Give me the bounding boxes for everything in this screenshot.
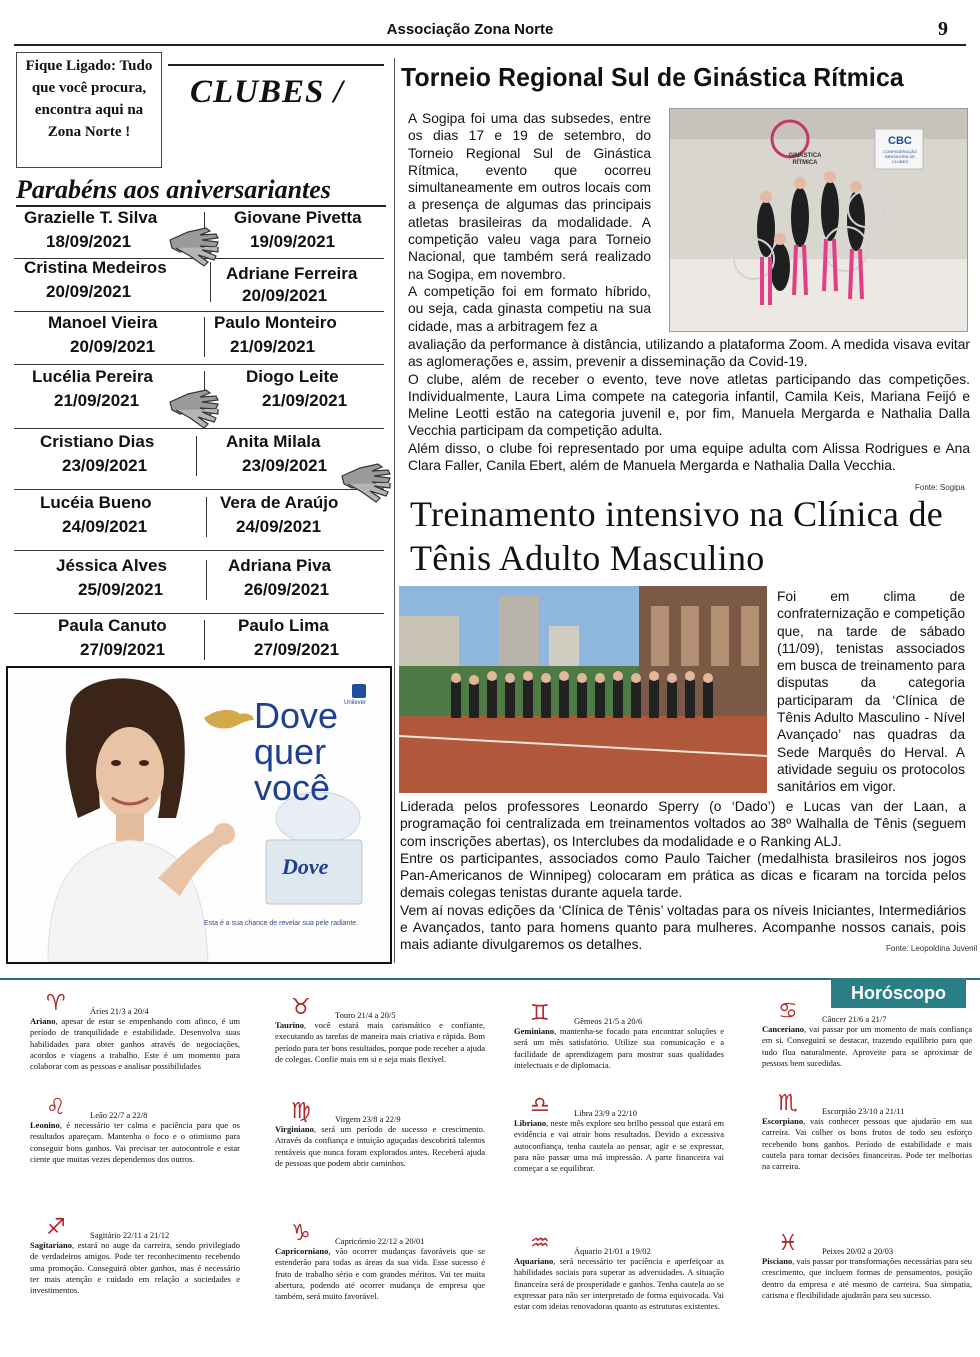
horoscope-sign-dates: Touro 21/4 a 20/5 bbox=[335, 1010, 396, 1020]
birthday-name: Adriane Ferreira bbox=[226, 264, 358, 283]
horoscope-sign-name: Capricorniano bbox=[275, 1246, 329, 1256]
horoscope-sign-name: Ariano bbox=[30, 1016, 56, 1026]
horoscope-prediction: , será um período de sucesso e crescimento. Através da confiança e intuição aguçadas descobrirá talentos rentáveis que nunca foram explorados antes. Receberá ajuda de pessoas que podem abrir caminhos. bbox=[275, 1124, 485, 1168]
birthday-date: 20/09/2021 bbox=[46, 282, 132, 301]
ad-headline-line1: Dove bbox=[254, 695, 339, 736]
birthday-date: 21/09/2021 bbox=[262, 391, 348, 410]
horoscope-text bbox=[275, 1246, 485, 1302]
horoscope-text bbox=[762, 1116, 972, 1172]
aries-icon: ♈ bbox=[46, 991, 66, 1016]
column-divider bbox=[394, 58, 395, 963]
horoscope-prediction: , mantenha-se focado para encontrar soluções e será um mês satisfatório. Utilize sua comunicação e a facilidade de aprendizagem para mostrar suas qualidades intelectuais e de diplomacia. bbox=[514, 1026, 724, 1070]
birthday-name: Grazielle T. Silva bbox=[24, 208, 158, 227]
horoscope-prediction: , neste mês explore seu brilho pessoal que estará em evidência e vai atrair bons resultados. Devido a excessiva autoconfiança, tenha cautela ao pensar, agir e se expressar, para não passar uma má impressão. A parte financeira vai começar a se equilibrar. bbox=[514, 1118, 724, 1174]
horoscope-tag: Horóscopo bbox=[831, 978, 966, 1008]
tennis-photo bbox=[399, 586, 767, 793]
horoscope-sign-dates: Peixes 20/02 a 20/03 bbox=[822, 1246, 894, 1256]
capricorn-icon: ♑ bbox=[291, 1221, 311, 1246]
horoscope-text bbox=[275, 1020, 485, 1065]
article1-body-wide bbox=[408, 336, 970, 474]
tennis-group-image bbox=[399, 586, 767, 793]
horoscope-prediction: , você estará mais carismático e confiante, executando as tarefas de maneira mais criativa e rápida. Bom período para ter bons resultados, porque pode receber a ajuda de colegas. Confie mais em si e seja mais flexível. bbox=[275, 1020, 485, 1064]
birthday-row-divider bbox=[14, 489, 384, 490]
horoscope-text bbox=[514, 1026, 724, 1071]
birthday-column-divider bbox=[196, 436, 197, 476]
horoscope-prediction: , será necessário ter paciência e aperfeiçoar as habilidades sociais para superar as adversidades. A situação financeira será de prosperidade e ganhos. Tenha cautela ao se expressar para não ser interpretado de forma equivocada. Vai estar com ideias renovadoras quanto as estruturas existentes. bbox=[514, 1256, 724, 1312]
horoscope-sign-name: Libriano bbox=[514, 1118, 547, 1128]
horoscope-text bbox=[762, 1024, 972, 1069]
dove-advertisement bbox=[6, 666, 392, 964]
birthdays-heading: Parabéns aos aniversariantes bbox=[16, 175, 386, 207]
horoscope-sign-dates: Libra 23/9 a 22/10 bbox=[574, 1108, 638, 1118]
horoscope-text bbox=[514, 1256, 724, 1312]
birthday-name: Cristina Medeiros bbox=[24, 258, 167, 277]
leo-icon: ♌ bbox=[46, 1095, 66, 1120]
horoscope-prediction: , vão ocorrer mudanças favoráveis que se estenderão para todas as áreas da sua vida. Esse sucesso é fruto de trabalho sério e com grandes méritos. Vai ter muita abertura, podendo até ocorrer mudança de empresa que também, será muito favorável. bbox=[275, 1246, 485, 1302]
birthday-name: Giovane Pivetta bbox=[234, 208, 362, 227]
article2-paragraph: Vem aí novas edições da ‘Clínica de Tênis’ voltadas para os níveis Iniciantes, Intermediários e Avançados, tanto para homens quanto para mulheres. Acompanhe nossos canais, pois mais adiante divulgaremos os detalhes. bbox=[400, 902, 966, 953]
page-number: 9 bbox=[938, 18, 948, 40]
article1-paragraph: O clube, além de receber o evento, teve nove atletas participando das competições. Individualmente, Laura Lima compete na categoria infantil, Camila Keis, Mariana Feijó e Meline Leotti estão na categoria juvenil e, por fim, Manuela Mergarda e Nathalia Dalla Vecchia participam da competição adulta. bbox=[408, 371, 970, 439]
birthday-date: 20/09/2021 bbox=[70, 337, 156, 356]
cbc-logo-subtitle: CONFEDERAÇÃO BRASILEIRA DE CLUBES bbox=[883, 149, 917, 164]
horoscope-prediction: , é necessário ter calma e paciência para que os resultados apareçam. Mantenha o foco e o otimismo para conseguir bons ganhos. Vai precisar ter autocontrole e estar ciente que muitas vezes dependemos dos outros. bbox=[30, 1120, 240, 1164]
horoscope-sign-name: Aquariano bbox=[514, 1256, 554, 1266]
birthday-name: Lucéia Bueno bbox=[40, 493, 152, 512]
article1-body-narrow bbox=[408, 110, 651, 335]
section-title-clubes: CLUBES / bbox=[190, 74, 344, 110]
birthday-date: 18/09/2021 bbox=[46, 232, 132, 251]
newspaper-header-title: Associação Zona Norte bbox=[386, 21, 554, 38]
horoscope-prediction: , vai passar por um momento de mais confiança em si. Conseguirá se destacar, trazendo equilíbrio para que tudo flua naturalmente. Aproveite para se aproximar de pessoas bem sucedidas. bbox=[762, 1024, 972, 1068]
article2-body-narrow: Foi em clima de confraternização e competição que, na tarde de sábado (11/09), tenistas associados em busca de treinamento para disputas da categoria participaram da ‘Clínica de Tênis Adulto Masculino - Nível Avançado’ nas quadras da Sede Marquês do Herval. A atividade seguiu os protocolos sanitários em vigor. bbox=[777, 589, 965, 795]
cancer-icon: ♋ bbox=[778, 999, 798, 1024]
article1-paragraph: avaliação da performance à distância, utilizando a plataforma Zoom. A medida visava evitar as aglomerações e, assim, prevenir a disseminação da Covid-19. bbox=[408, 337, 970, 370]
birthday-column-divider bbox=[204, 620, 205, 660]
birthday-name: Diogo Leite bbox=[246, 367, 339, 386]
birthday-column-divider bbox=[204, 317, 205, 357]
birthday-date: 23/09/2021 bbox=[62, 456, 148, 475]
birthday-row-divider bbox=[14, 311, 384, 312]
birthday-name: Manoel Vieira bbox=[48, 313, 158, 332]
gymnastics-photo bbox=[669, 108, 968, 332]
sagittarius-icon: ♐ bbox=[46, 1215, 66, 1240]
clapping-hands-icon bbox=[166, 384, 224, 430]
birthday-name: Lucélia Pereira bbox=[32, 367, 153, 386]
header-divider bbox=[14, 44, 966, 46]
horoscope-sign-dates: Leão 22/7 a 22/8 bbox=[90, 1110, 148, 1120]
horoscope-sign-name: Canceriano bbox=[762, 1024, 805, 1034]
birthday-date: 27/09/2021 bbox=[254, 640, 340, 659]
birthday-name: Anita Milala bbox=[226, 432, 321, 451]
article2-paragraph: Entre os participantes, associados como Paulo Taicher (medalhista brasileiros nos jogos Pan-Americanos de Winnipeg) colocaram em prática as dicas e ficaram na torcida pelos demais colegas tenistas durante aquela tarde. bbox=[400, 850, 966, 901]
aquarius-icon: ♒ bbox=[530, 1231, 550, 1256]
taurus-icon: ♉ bbox=[291, 995, 311, 1020]
article2-paragraph: Liderada pelos professores Leonardo Sperry (o ‘Dado’) e Lucas van der Laan, a programação foi centralizada em treinamentos voltados ao 38º Walhalla de Tênis (seguem com inscrições abertas), os Interclubes da modalidade e o Ranking ALJ. bbox=[400, 799, 966, 849]
horoscope-prediction: , apesar de estar se empenhando com afinco, é um período de tranquilidade e estabilidade. Desenvolva suas habilidades para obter ganhos através de negociações, acordos e viagens a trabalho. Este é um momento para colaborar com as pessoas e analisar possibilidades bbox=[30, 1016, 240, 1072]
article2-title: Treinamento intensivo na Clínica de Tênis Adulto Masculino bbox=[410, 494, 944, 578]
article1-title: Torneio Regional Sul de Ginástica Rítmica bbox=[401, 62, 904, 92]
horoscope-text bbox=[30, 1240, 240, 1296]
fique-ligado-box: Fique Ligado: Tudo que você procura, encontra aqui na Zona Norte ! bbox=[16, 52, 162, 168]
birthday-date: 27/09/2021 bbox=[80, 640, 166, 659]
birthday-date: 20/09/2021 bbox=[242, 286, 328, 305]
ad-caption: Esta é a sua chance de revelar sua pele radiante. bbox=[204, 920, 359, 927]
birthday-date: 24/09/2021 bbox=[236, 517, 322, 536]
horoscope-text bbox=[30, 1120, 240, 1165]
photo-sign-text: GINÁSTICA RÍTMICA bbox=[788, 153, 822, 166]
birthday-name: Vera de Araújo bbox=[220, 493, 339, 512]
article1-paragraph: A Sogipa foi uma das subsedes, entre os dias 17 e 19 de setembro, do Torneio Regional Sul de Ginástica Rítmica, evento que ocorreu simultaneamente em outros locais com a presença de algumas das principais atletas brasileiras da modalidade. A competição valeu vaga para Torneio Nacional, que também será realizado na Sogipa, em novembro. bbox=[408, 111, 651, 282]
horoscope-sign-name: Escorpiano bbox=[762, 1116, 804, 1126]
birthday-row-divider bbox=[14, 550, 384, 551]
ad-maker-logo: Unilever bbox=[344, 700, 367, 706]
article2-body-wide bbox=[400, 798, 966, 954]
horoscope-sign-name: Sagitariano bbox=[30, 1240, 73, 1250]
birthday-name: Paulo Lima bbox=[238, 616, 329, 635]
horoscope-sign-name: Taurino bbox=[275, 1020, 304, 1030]
cbc-logo: CBC bbox=[888, 135, 912, 147]
horoscope-sign-dates: Câncer 21/6 a 21/7 bbox=[822, 1014, 887, 1024]
article1-paragraph: Além disso, o clube foi representado por uma equipe adulta com Alissa Rodrigues e Ana Clara Faller, Canila Ebert, além de Manuela Mergarda e Nathalia Dalla Vecchia. bbox=[408, 440, 970, 474]
horoscope-prediction: , vais conhecer pessoas que ajudarão em sua carreira. Vai colher os bons frutos de todo seu esforço recebendo bons ganhos. Período de estabilidade e mais cautela para tomar decisões financeiras. Pode ter melhorias na carreira. bbox=[762, 1116, 972, 1172]
horoscope-sign-name: Virginiano bbox=[275, 1124, 314, 1134]
birthday-column-divider bbox=[206, 497, 207, 537]
birthday-column-divider bbox=[206, 560, 207, 600]
horoscope-sign-name: Geminiano bbox=[514, 1026, 555, 1036]
article2-source: Fonte: Leopoldina Juvenil bbox=[886, 944, 978, 953]
horoscope-text bbox=[30, 1016, 240, 1072]
horoscope-sign-dates: Sagitário 22/11 a 21/12 bbox=[90, 1230, 170, 1240]
horoscope-text bbox=[275, 1124, 485, 1169]
horoscope-sign-dates: Gêmeos 21/5 a 20/6 bbox=[574, 1016, 643, 1026]
libra-icon: ♎ bbox=[530, 1093, 550, 1118]
birthday-name: Paulo Monteiro bbox=[214, 313, 337, 332]
birthday-row-divider bbox=[14, 364, 384, 365]
article1-paragraph: A competição foi em formato híbrido, ou seja, cada ginasta competiu na sua cidade, mas a arbitragem fez a bbox=[408, 283, 651, 334]
ad-brand-logo: Dove bbox=[282, 854, 329, 879]
gemini-icon: ♊ bbox=[530, 1001, 550, 1026]
pisces-icon: ♓ bbox=[778, 1231, 798, 1256]
gymnastics-team-image bbox=[670, 109, 967, 331]
horoscope-sign-name: Leonino bbox=[30, 1120, 60, 1130]
ad-headline-line2: quer bbox=[254, 731, 327, 772]
birthday-date: 21/09/2021 bbox=[230, 337, 316, 356]
horoscope-text bbox=[514, 1118, 724, 1174]
horoscope-sign-dates: Áquario 21/01 a 19/02 bbox=[574, 1246, 651, 1256]
clapping-hands-icon bbox=[166, 222, 224, 268]
horoscope-prediction: , vais passar por transformações necessárias para seu crescimento, que incluem formas de pensamentos, posição dentro da empresa e até mesmo de carreira. Sua simpatia, carisma e flexibilidade ajudarão para seu sucesso. bbox=[762, 1256, 972, 1300]
birthday-name: Jéssica Alves bbox=[56, 556, 167, 575]
article1-source: Fonte: Sogipa bbox=[915, 483, 965, 492]
birthday-row-divider bbox=[14, 613, 384, 614]
birthday-name: Adriana Piva bbox=[228, 556, 331, 575]
birthday-date: 25/09/2021 bbox=[78, 580, 164, 599]
horoscope-sign-dates: Áries 21/3 a 20/4 bbox=[90, 1006, 149, 1016]
birthday-date: 23/09/2021 bbox=[242, 456, 328, 475]
ad-headline-line3: você bbox=[254, 767, 331, 808]
birthday-date: 26/09/2021 bbox=[244, 580, 330, 599]
horoscope-sign-dates: Escorpião 23/10 a 21/11 bbox=[822, 1106, 905, 1116]
horoscope-sign-dates: Capricórnio 22/12 a 20/01 bbox=[335, 1236, 425, 1246]
horoscope-prediction: , estará no auge da carreira, sendo privilegiado de verdadeiros amigos. Pode ter reconhecimento recebendo uma promoção. Conseguirá obter ganhos, mas é necessário ter mais atenção e cuidado em relação a sociedades e investimentos. bbox=[30, 1240, 240, 1296]
clubes-rule bbox=[168, 64, 384, 66]
clapping-hands-icon bbox=[338, 458, 396, 504]
horoscope-sign-dates: Virgem 23/8 a 22/9 bbox=[335, 1114, 401, 1124]
birthday-name: Paula Canuto bbox=[58, 616, 167, 635]
virgo-icon: ♍ bbox=[291, 1099, 311, 1124]
horoscope-text bbox=[762, 1256, 972, 1301]
birthday-date: 24/09/2021 bbox=[62, 517, 148, 536]
birthday-column-divider bbox=[210, 262, 211, 302]
birthday-date: 21/09/2021 bbox=[54, 391, 140, 410]
horoscope-sign-name: Pisciano bbox=[762, 1256, 793, 1266]
scorpio-icon: ♏ bbox=[778, 1091, 798, 1116]
birthday-name: Cristiano Dias bbox=[40, 432, 155, 451]
birthday-date: 19/09/2021 bbox=[250, 232, 336, 251]
